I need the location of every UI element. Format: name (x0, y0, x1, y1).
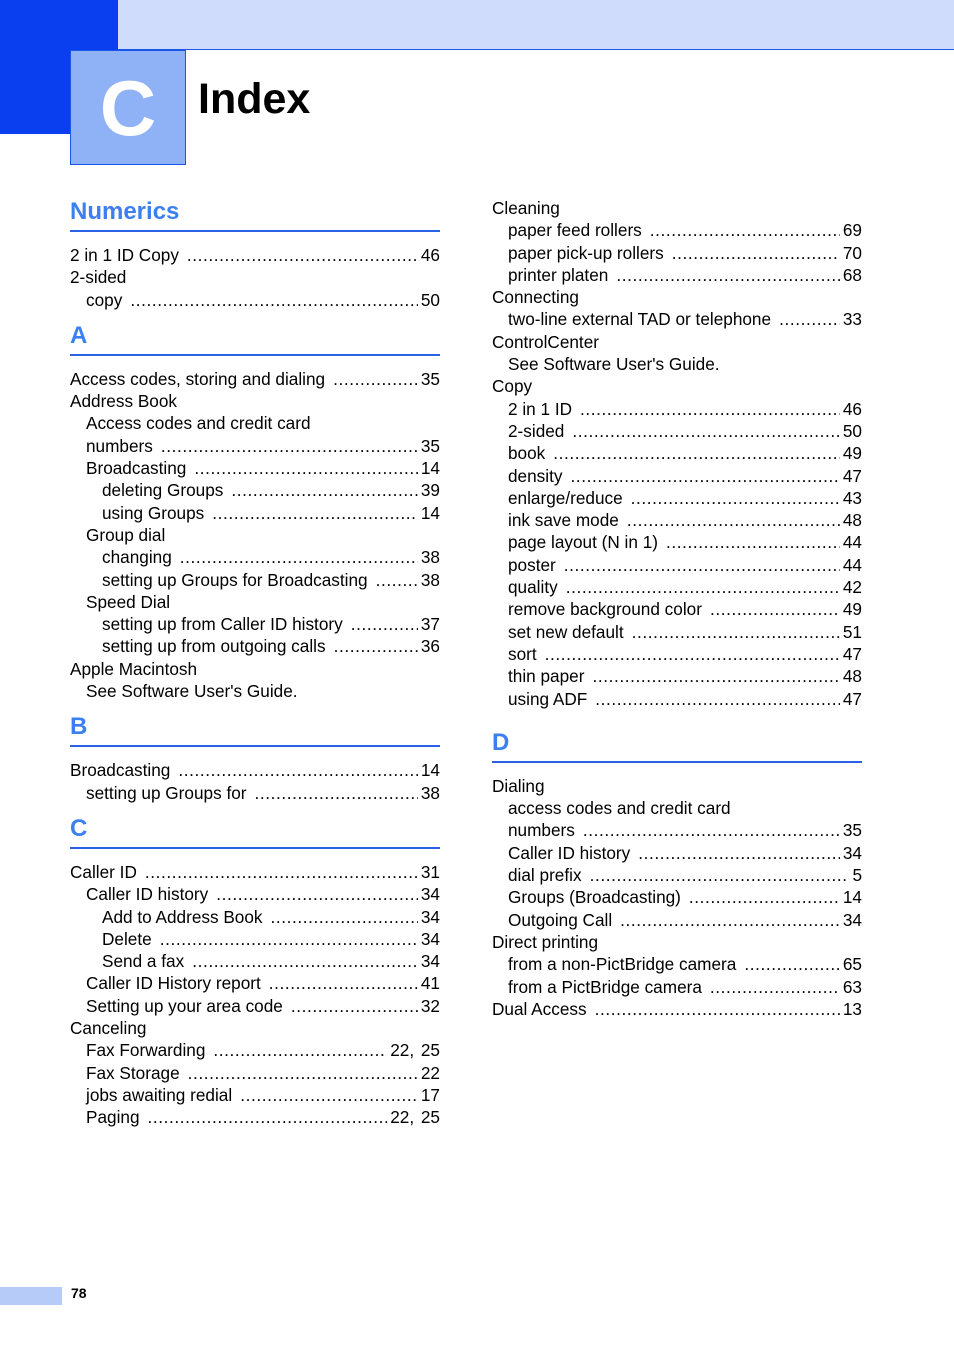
index-section (70, 814, 440, 1129)
index-entry-text: Send a fax (102, 951, 185, 972)
index-entry-text: Apple Macintosh (70, 658, 198, 679)
dot-leader (231, 479, 418, 501)
index-page-ref: 34 (842, 842, 862, 863)
index-entry-text: setting up Groups for (86, 782, 247, 803)
index-entry (492, 509, 862, 531)
index-entry-text: Canceling (70, 1018, 147, 1039)
index-entry (492, 531, 862, 553)
index-entry-text: Groups (Broadcasting) (508, 887, 681, 908)
index-column-left (70, 197, 440, 1139)
index-entry (70, 546, 440, 568)
index-entry-text: 2 in 1 ID (508, 398, 573, 419)
section-heading: C (70, 814, 440, 849)
index-page-ref: 35 (420, 368, 440, 389)
dot-leader (216, 883, 418, 905)
dot-leader (710, 598, 840, 620)
index-entry (70, 861, 440, 883)
index-entry-text: Speed Dial (86, 591, 171, 612)
dot-leader (595, 688, 840, 710)
index-entry-text: Add to Address Book (102, 906, 263, 927)
dot-leader (583, 819, 840, 841)
index-entry-text: Broadcasting (86, 458, 187, 479)
dot-leader (194, 457, 418, 479)
index-page-ref: 39 (420, 480, 440, 501)
section-heading: D (492, 728, 862, 763)
index-page-ref: 70 (842, 242, 862, 263)
index-entry (492, 598, 862, 620)
dot-leader (592, 665, 839, 687)
dot-leader (180, 546, 418, 568)
index-entry (492, 886, 862, 908)
index-entry (492, 442, 862, 464)
index-entry-text: Caller ID history (508, 842, 631, 863)
dot-leader (779, 308, 840, 330)
index-entry-text: quality (508, 577, 558, 598)
index-page-ref: 34 (420, 951, 440, 972)
dot-leader (570, 465, 839, 487)
section-heading: Numerics (70, 197, 440, 232)
index-entry (492, 819, 862, 841)
index-entry-text: Dialing (492, 775, 545, 796)
index-section (70, 712, 440, 804)
index-entry (70, 906, 440, 928)
index-entry (492, 487, 862, 509)
index-entry (70, 502, 440, 524)
index-page-ref: 44 (842, 554, 862, 575)
index-entry (70, 266, 440, 288)
index-entry-text: changing (102, 547, 172, 568)
index-page-ref: 69 (842, 220, 862, 241)
index-entry (492, 621, 862, 643)
index-entry-text: Copy (492, 376, 533, 397)
index-entry-text: Group dial (86, 524, 166, 545)
index-page-ref: 44 (842, 532, 862, 553)
index-page-ref: 22, 25 (390, 1040, 440, 1061)
index-entry-text: density (508, 465, 563, 486)
index-page-ref: 36 (420, 636, 440, 657)
index-entry (70, 782, 440, 804)
dot-leader (545, 643, 840, 665)
index-entry (70, 289, 440, 311)
index-page-ref: 14 (420, 760, 440, 781)
index-entry-text: using ADF (508, 688, 588, 709)
dot-leader (148, 1106, 388, 1128)
index-entry-text: set new default (508, 621, 624, 642)
index-entry-text: 2-sided (508, 420, 565, 441)
index-entry (70, 524, 440, 546)
index-entry (70, 759, 440, 781)
index-page-ref: 37 (420, 614, 440, 635)
index-entry-text: Direct printing (492, 931, 599, 952)
index-entry (492, 909, 862, 931)
dot-leader (212, 502, 418, 524)
dot-leader (689, 886, 840, 908)
index-entry (492, 953, 862, 975)
index-page-ref: 68 (842, 264, 862, 285)
index-page-ref: 13 (842, 998, 862, 1019)
index-page-ref: 41 (420, 973, 440, 994)
index-entry-text: deleting Groups (102, 480, 224, 501)
index-entry (492, 353, 862, 375)
index-page-ref: 46 (842, 398, 862, 419)
header-band (0, 0, 954, 50)
index-page-ref: 49 (842, 599, 862, 620)
dot-leader (595, 998, 840, 1020)
index-page-ref: 46 (420, 245, 440, 265)
index-entry (70, 1017, 440, 1039)
index-entry-text: Caller ID history (86, 884, 209, 905)
index-entry (492, 864, 862, 886)
dot-leader (710, 976, 840, 998)
index-entry (492, 931, 862, 953)
index-page-ref: 32 (420, 995, 440, 1016)
index-page-ref: 38 (420, 547, 440, 568)
index-entry-text: numbers (86, 435, 153, 456)
index-entry-text: printer platen (508, 264, 609, 285)
dot-leader (564, 554, 840, 576)
dot-leader (161, 435, 418, 457)
index-entry (70, 658, 440, 680)
index-entry (70, 950, 440, 972)
dot-leader (631, 487, 840, 509)
index-entry-text: dial prefix (508, 865, 582, 886)
index-entry-text: book (508, 443, 546, 464)
chapter-letter: C (99, 63, 157, 152)
index-entry-text: Caller ID History report (86, 973, 261, 994)
index-entry-text: ink save mode (508, 510, 619, 531)
index-entry (70, 613, 440, 635)
index-entry-text: Address Book (70, 391, 178, 412)
dot-leader (240, 1084, 418, 1106)
dot-leader (616, 264, 840, 286)
index-page-ref: 48 (842, 666, 862, 687)
index-section (492, 728, 862, 1020)
index-entry-text: paper feed rollers (508, 220, 642, 241)
index-entry (492, 398, 862, 420)
index-entry-text: setting up from Caller ID history (102, 614, 343, 635)
index-entry (492, 242, 862, 264)
index-entry (70, 457, 440, 479)
index-entry-text: See Software User's Guide. (508, 354, 720, 375)
index-page-ref: 22 (420, 1062, 440, 1083)
index-page-ref: 38 (420, 569, 440, 590)
index-section (70, 321, 440, 702)
index-entry-text: Access codes, storing and dialing (70, 368, 326, 389)
dot-leader (580, 398, 840, 420)
chapter-badge (70, 50, 186, 165)
index-page-ref: 47 (842, 643, 862, 664)
index-page-ref: 38 (420, 782, 440, 803)
index-entry (70, 569, 440, 591)
dot-leader (145, 861, 418, 883)
dot-leader (255, 782, 418, 804)
dot-leader (192, 950, 418, 972)
index-entry-text: sort (508, 643, 537, 664)
index-page-ref: 17 (420, 1084, 440, 1105)
section-heading: A (70, 321, 440, 356)
index-page-ref: 47 (842, 688, 862, 709)
index-entry-text: jobs awaiting redial (86, 1084, 233, 1105)
index-page-ref: 48 (842, 510, 862, 531)
index-entry (70, 635, 440, 657)
index-entry (70, 591, 440, 613)
index-entry (492, 286, 862, 308)
index-page-ref: 22, 25 (390, 1107, 440, 1128)
index-entry (70, 1039, 440, 1061)
dot-leader (590, 864, 850, 886)
index-entry-text: Dual Access (492, 998, 587, 1019)
index-page-ref: 14 (420, 458, 440, 479)
index-page-ref: 14 (420, 502, 440, 523)
index-entry (70, 390, 440, 412)
dot-leader (351, 613, 418, 635)
index-entry-text: setting up Groups for Broadcasting (102, 569, 368, 590)
index-section-continued (492, 197, 862, 710)
dot-leader (178, 759, 418, 781)
index-entry (492, 554, 862, 576)
index-page-ref: 50 (420, 289, 440, 310)
index-page-ref: 63 (842, 976, 862, 997)
index-page-ref: 34 (420, 884, 440, 905)
index-entry (70, 435, 440, 457)
page-title: Index (198, 75, 311, 123)
index-page-ref: 42 (842, 577, 862, 598)
dot-leader (187, 244, 418, 266)
index-entry (70, 1106, 440, 1128)
index-page-ref: 34 (420, 928, 440, 949)
index-entry (70, 680, 440, 702)
dot-leader (572, 420, 840, 442)
index-entry (492, 375, 862, 397)
dot-leader (291, 995, 418, 1017)
index-entry-text: two-line external TAD or telephone (508, 309, 772, 330)
index-entry-text: enlarge/reduce (508, 487, 623, 508)
dot-leader (744, 953, 840, 975)
index-page-ref: 34 (420, 906, 440, 927)
dot-leader (376, 569, 418, 591)
index-entry (492, 643, 862, 665)
index-entry (70, 368, 440, 390)
index-page-ref: 33 (842, 309, 862, 330)
index-entry-text: Cleaning (492, 198, 560, 218)
index-entry (492, 420, 862, 442)
dot-leader (213, 1039, 387, 1061)
index-entry-text: using Groups (102, 502, 205, 523)
index-entry-text: setting up from outgoing calls (102, 636, 326, 657)
index-entry (492, 775, 862, 797)
index-entry-text: Caller ID (70, 861, 137, 882)
index-entry-text: thin paper (508, 666, 585, 687)
index-entry (492, 998, 862, 1020)
index-page-ref: 65 (842, 954, 862, 975)
index-entry-text: Delete (102, 928, 152, 949)
index-page-ref: 51 (842, 621, 862, 642)
page-number: 78 (71, 1285, 87, 1301)
index-page-ref: 34 (842, 909, 862, 930)
dot-leader (620, 909, 840, 931)
index-entry-text: access codes and credit card (508, 798, 731, 819)
index-entry (492, 576, 862, 598)
index-page-ref: 50 (842, 420, 862, 441)
index-page-ref: 31 (420, 861, 440, 882)
index-entry (70, 995, 440, 1017)
dot-leader (566, 576, 840, 598)
index-entry (492, 688, 862, 710)
index-entry (492, 976, 862, 998)
index-page-ref: 49 (842, 443, 862, 464)
index-entry (70, 972, 440, 994)
index-page-ref: 35 (420, 435, 440, 456)
index-entry (492, 842, 862, 864)
section-heading: B (70, 712, 440, 747)
index-column-right (492, 197, 862, 1030)
index-page-ref: 14 (842, 887, 862, 908)
index-page-ref: 47 (842, 465, 862, 486)
dot-leader (666, 531, 840, 553)
footer-bar (0, 1287, 62, 1305)
index-entry (70, 244, 440, 266)
dot-leader (627, 509, 840, 531)
index-entry (492, 308, 862, 330)
index-entry-text: ControlCenter (492, 331, 599, 352)
index-entry-text: copy (86, 289, 123, 310)
index-entry-text: Setting up your area code (86, 995, 283, 1016)
dot-leader (269, 972, 418, 994)
index-entry-text: Paging (86, 1107, 140, 1128)
index-entry-text: numbers (508, 820, 575, 841)
index-entry-text: Access codes and credit card (86, 413, 311, 434)
index-entry-text: remove background color (508, 599, 702, 620)
index-entry-text: Fax Forwarding (86, 1040, 206, 1061)
dot-leader (553, 442, 840, 464)
dot-leader (638, 842, 840, 864)
dot-leader (271, 906, 418, 928)
dot-leader (632, 621, 840, 643)
index-section (70, 197, 440, 311)
index-entry-text: Fax Storage (86, 1062, 180, 1083)
index-entry (70, 883, 440, 905)
dot-leader (333, 368, 418, 390)
dot-leader (334, 635, 418, 657)
index-entry-text: from a non-PictBridge camera (508, 954, 737, 975)
index-entry (70, 412, 440, 434)
index-entry-text: page layout (N in 1) (508, 532, 658, 553)
index-entry (492, 665, 862, 687)
dot-leader (160, 928, 418, 950)
index-entry-text: See Software User's Guide. (86, 681, 298, 702)
dot-leader (650, 219, 840, 241)
index-page-ref: 5 (852, 865, 862, 886)
index-entry-text: Connecting (492, 287, 579, 308)
index-entry (70, 1062, 440, 1084)
index-entry-text: poster (508, 554, 556, 575)
index-entry-text: from a PictBridge camera (508, 976, 702, 997)
index-entry (492, 197, 862, 219)
dot-leader (130, 289, 418, 311)
index-entry-text: Outgoing Call (508, 909, 613, 930)
index-page-ref: 35 (842, 820, 862, 841)
index-entry (492, 264, 862, 286)
index-page-ref: 43 (842, 487, 862, 508)
dot-leader (672, 242, 840, 264)
index-entry-text: paper pick-up rollers (508, 242, 664, 263)
index-entry-text: Broadcasting (70, 760, 171, 781)
index-entry (492, 465, 862, 487)
index-entry-text: 2-sided (70, 267, 127, 288)
index-entry (492, 219, 862, 241)
index-entry (70, 928, 440, 950)
index-entry (492, 797, 862, 819)
index-entry (70, 1084, 440, 1106)
index-entry (70, 479, 440, 501)
index-entry-text: 2 in 1 ID Copy (70, 245, 179, 265)
index-entry (492, 331, 862, 353)
dot-leader (188, 1062, 418, 1084)
